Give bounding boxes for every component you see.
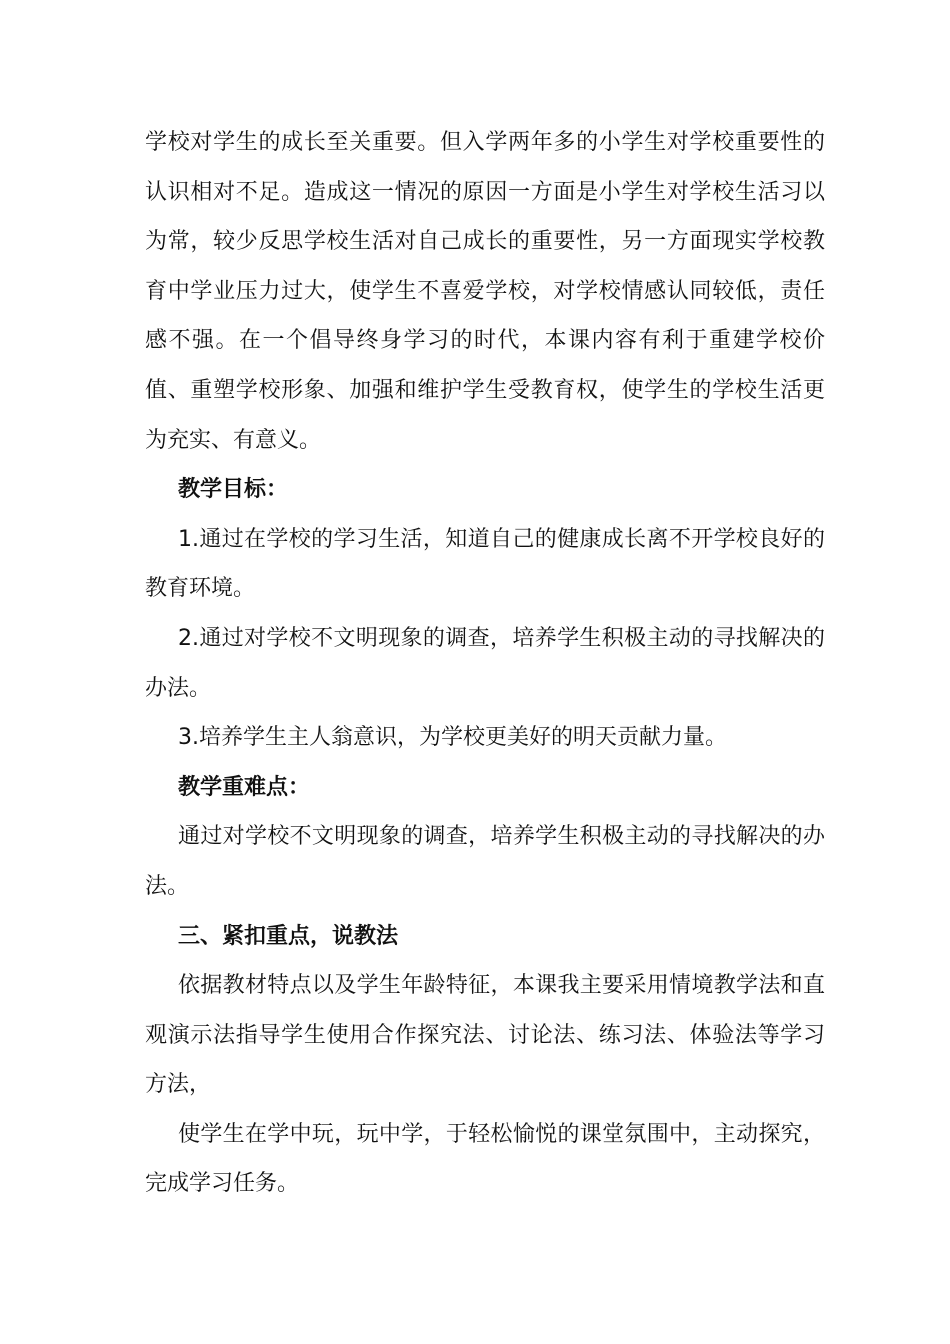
objective-1: 1.通过在学校的学习生活，知道自己的健康成长离不开学校良好的教育环境。 (145, 526, 825, 602)
objectives-heading: 教学目标： (178, 477, 289, 503)
key-points-heading: 教学重难点： (178, 774, 311, 800)
key-points-paragraph: 通过对学校不文明现象的调查，培养学生积极主动的寻找解决的办法。 (145, 824, 825, 899)
objective-3: 3.培养学生主人翁意识，为学校更美好的明天贡献力量。 (178, 725, 727, 751)
objective-2: 2.通过对学校不文明现象的调查，培养学生积极主动的寻找解决的办法。 (145, 625, 825, 701)
intro-paragraph: 学校对学生的成长至关重要。但入学两年多的小学生对学校重要性的认识相对不足。造成这一情况的原因一方面是小学生对学校生活习以为常，较少反思学校生活对自己成长的重要性，另一方面现实学校教育中学业压力过大，使学生不喜爱学校，对学校情感认同较低，责任感不强。在一个倡导终身学习的时代，本课内容有利于重建学校价值、重塑学校形象、加强和维护学生受教育权，使学生的学校生活更为充实、有意义。 (145, 130, 825, 453)
methods-paragraph-2: 使学生在学中玩，玩中学，于轻松愉悦的课堂氛围中，主动探究，完成学习任务。 (145, 1121, 825, 1197)
document-body (145, 118, 825, 1209)
section-3-heading: 三、紧扣重点，说教法 (178, 923, 399, 949)
methods-paragraph-1: 依据教材特点以及学生年龄特征，本课我主要采用情境教学法和直观演示法指导学生使用合作探究法、讨论法、练习法、体验法等学习方法， (145, 973, 825, 1098)
